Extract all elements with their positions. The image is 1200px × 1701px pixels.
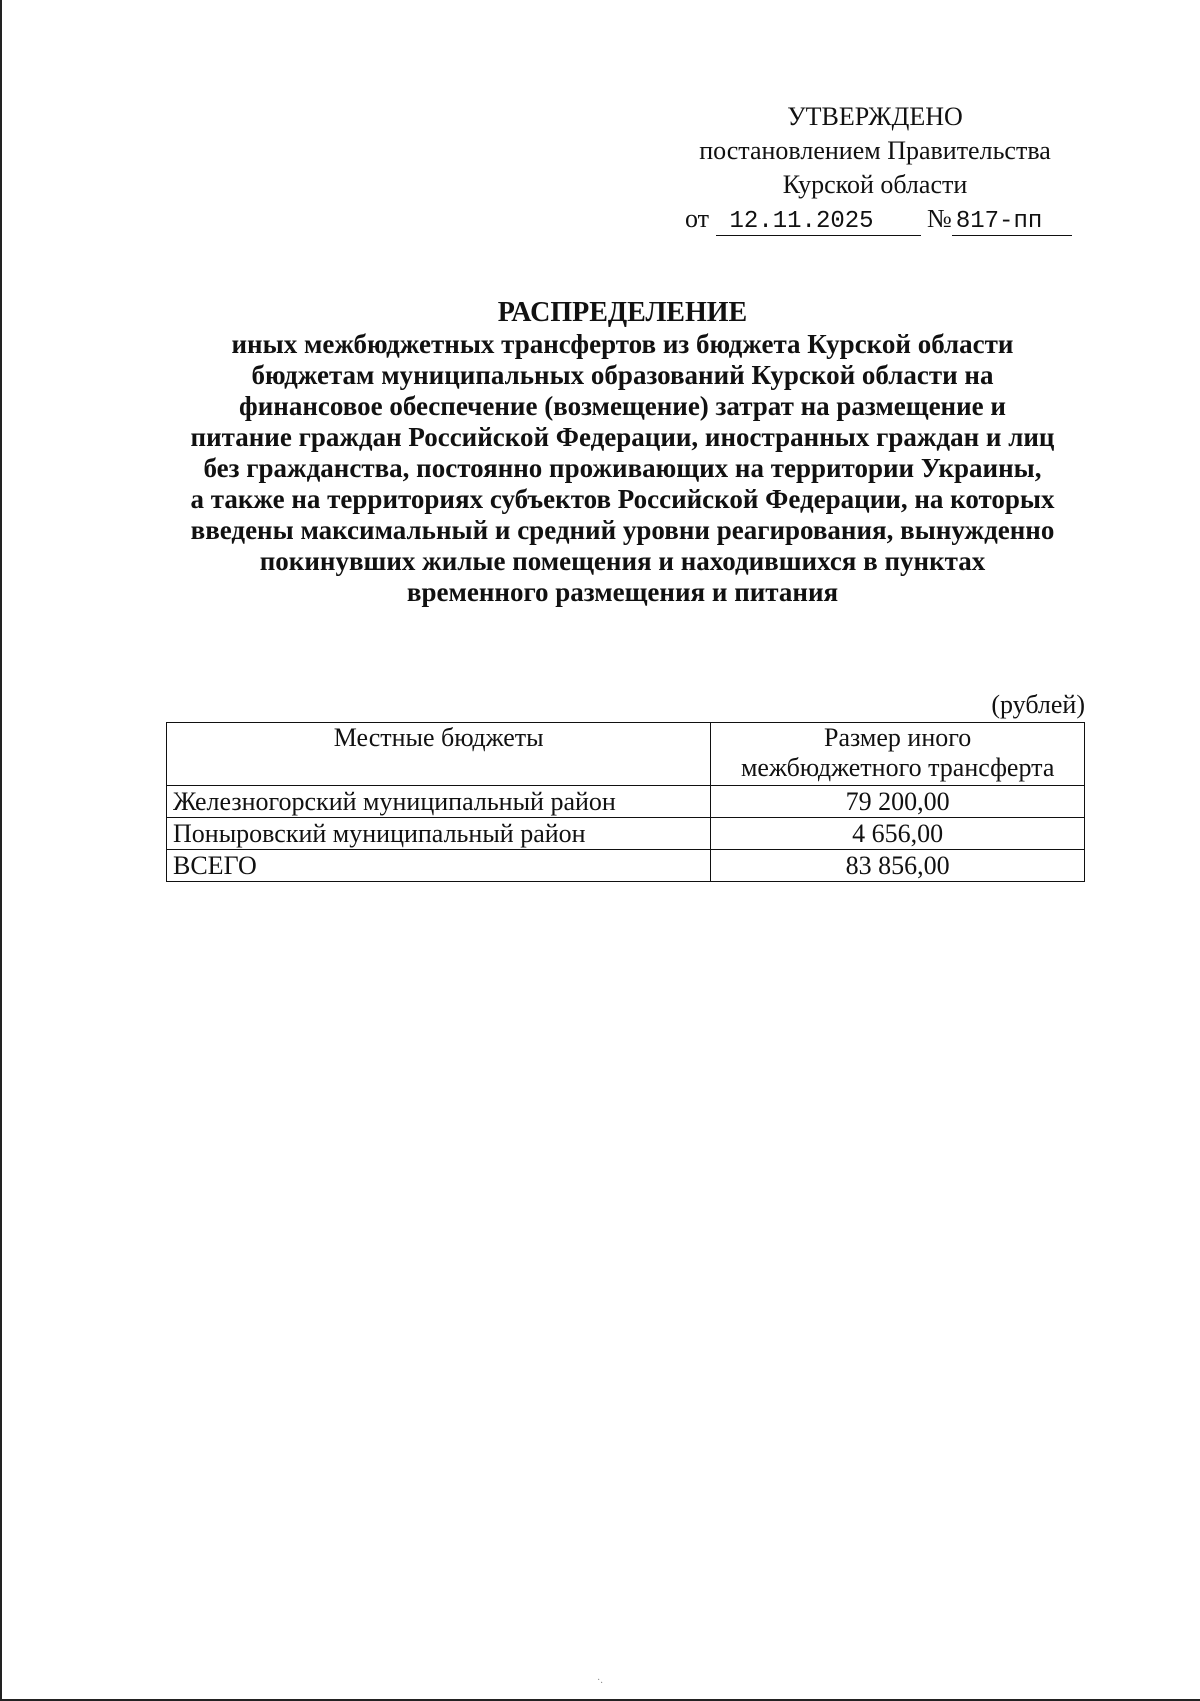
decree-number: 817-пп	[952, 209, 1072, 236]
decree-date: 12.11.2025	[716, 209, 921, 236]
number-prefix: №	[927, 204, 952, 233]
header-transfer-line: Размер иного	[824, 723, 972, 752]
title-line: питание граждан Российской Федерации, иностранных граждан и лиц	[190, 422, 1055, 452]
title-line: бюджетам муниципальных образований Курской области на	[251, 360, 994, 390]
scan-speck: ·.	[597, 1675, 603, 1686]
title-line: введены максимальный и средний уровни реагирования, вынужденно	[190, 515, 1055, 545]
table-total-row	[167, 850, 1085, 882]
total-value: 83 856,00	[711, 850, 1085, 882]
row-value: 79 200,00	[711, 786, 1085, 818]
currency-units: (рублей)	[991, 690, 1085, 719]
document-title	[150, 297, 1095, 608]
row-name: Железногорский муниципальный район	[167, 786, 711, 818]
total-label: ВСЕГО	[167, 850, 711, 882]
title-line: покинувших жилые помещения и находившихся в пунктах	[259, 546, 986, 576]
header-transfer-amount	[711, 723, 1085, 786]
page-border-left	[0, 0, 2, 1701]
header-transfer-line: межбюджетного трансферта	[740, 753, 1055, 782]
approval-line-1: постановлением Правительства	[699, 136, 1051, 165]
approval-block	[660, 100, 1090, 236]
title-line: финансовое обеспечение (возмещение) затрат на размещение и	[239, 391, 1006, 421]
row-name: Поныровский муниципальный район	[167, 818, 711, 850]
table-row	[167, 786, 1085, 818]
table-header-row	[167, 723, 1085, 786]
title-line: иных межбюджетных трансфертов из бюджета Курской области	[231, 329, 1014, 359]
transfer-table	[166, 722, 1085, 882]
title-line: временного размещения и питания	[406, 577, 839, 607]
row-value: 4 656,00	[711, 818, 1085, 850]
title-line: без гражданства, постоянно проживающих на территории Украины,	[203, 453, 1042, 483]
date-prefix: от	[685, 204, 710, 233]
table-row	[167, 818, 1085, 850]
title-heading: РАСПРЕДЕЛЕНИЕ	[497, 297, 748, 328]
header-local-budgets: Местные бюджеты	[167, 723, 711, 786]
approval-date-line	[660, 202, 1090, 236]
approval-stamp: УТВЕРЖДЕНО	[787, 102, 963, 131]
approval-line-2: Курской области	[782, 170, 968, 199]
title-line: а также на территориях субъектов Российской Федерации, на которых	[190, 484, 1055, 514]
